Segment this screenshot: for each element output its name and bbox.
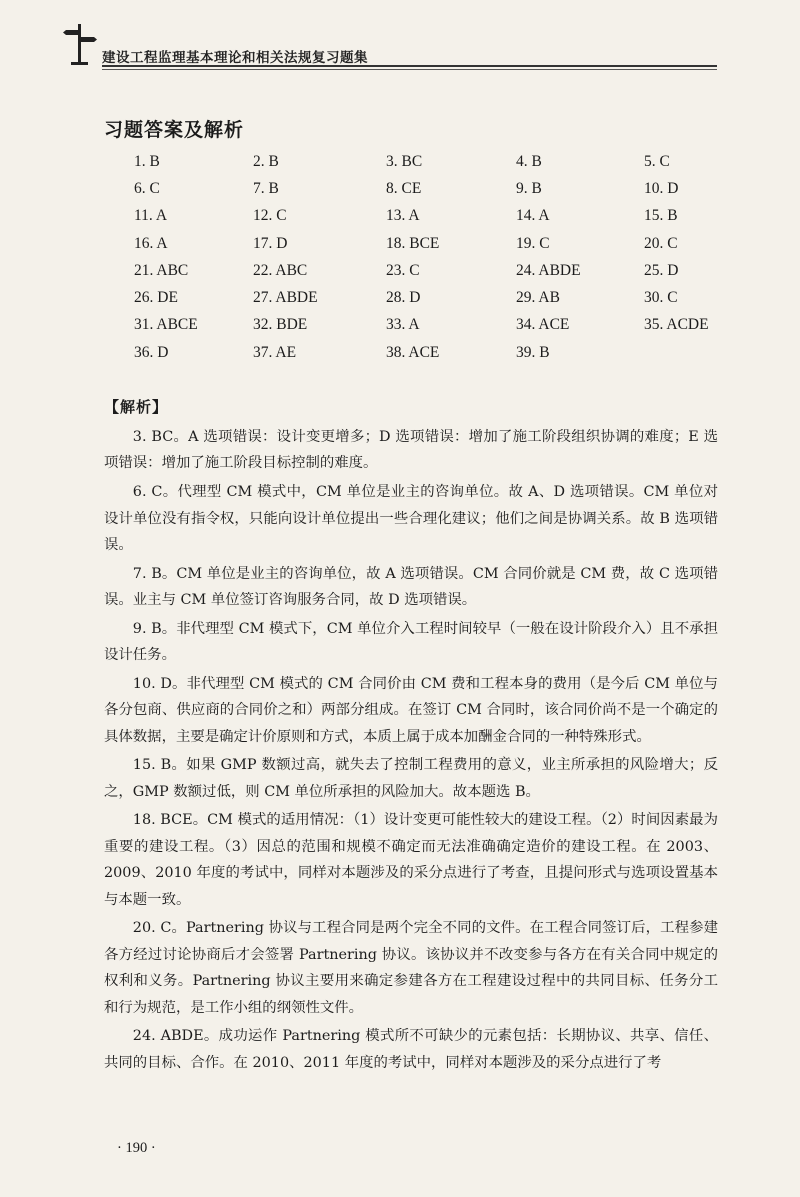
analysis-paragraph: 7. B。CM 单位是业主的咨询单位，故 A 选项错误。CM 合同价就是 CM 费，故 C 选项错误。业主与 CM 单位签订咨询服务合同，故 D 选项错误。 xyxy=(104,565,718,609)
answer-item: 3. BC xyxy=(386,152,423,170)
analysis-paragraph: 9. B。非代理型 CM 模式下，CM 单位介入工程时间较早（一般在设计阶段介入）且不承担设计任务。 xyxy=(104,620,718,664)
answer-item: 2. B xyxy=(253,152,279,170)
answer-item: 18. BCE xyxy=(386,234,440,252)
answer-item: 4. B xyxy=(516,152,542,170)
answer-item: 31. ABCE xyxy=(134,316,198,334)
analysis-paragraph: 3. BC。A 选项错误：设计变更增多；D 选项错误：增加了施工阶段组织协调的难度；E 选项错误：增加了施工阶段目标控制的难度。 xyxy=(104,429,718,472)
answer-item: 24. ABDE xyxy=(516,261,581,279)
section-title: 习题答案及解析 xyxy=(104,119,245,141)
answer-item: 19. C xyxy=(516,234,550,252)
analysis-paragraph: 6. C。代理型 CM 模式中，CM 单位是业主的咨询单位。故 A、D 选项错误。CM 单位对设计单位没有指令权，只能向设计单位提出一些合理化建议；他们之间是协调关系。故 B 选项错误。 xyxy=(104,484,718,553)
answer-item: 33. A xyxy=(386,316,420,334)
answer-item: 8. CE xyxy=(386,179,422,197)
answer-item: 26. DE xyxy=(134,289,178,307)
answer-item: 21. ABC xyxy=(134,261,189,279)
header-title: 建设工程监理基本理论和相关法规复习题集 xyxy=(102,50,368,66)
answer-item: 29. AB xyxy=(516,289,560,307)
analysis-body xyxy=(104,424,718,1078)
answer-item: 11. A xyxy=(134,207,168,225)
answer-item: 34. ACE xyxy=(516,316,570,334)
answer-item: 6. C xyxy=(134,179,160,197)
answer-item: 38. ACE xyxy=(386,343,440,361)
answer-item: 15. B xyxy=(644,207,678,225)
answer-item: 7. B xyxy=(253,179,279,197)
answer-item: 35. ACDE xyxy=(644,316,709,334)
answer-item: 25. D xyxy=(644,261,679,279)
answer-item: 20. C xyxy=(644,234,678,252)
analysis-paragraph: 24. ABDE。成功运作 Partnering 模式所不可缺少的元素包括：长期协议、共享、信任、共同的目标、合作。在 2010、2011 年度的考试中，同样对本题涉及的采分点进行了考 xyxy=(104,1028,718,1071)
answer-grid xyxy=(134,148,724,366)
answer-item: 32. BDE xyxy=(253,316,308,334)
answer-item: 13. A xyxy=(386,207,420,225)
analysis-heading: 【解析】 xyxy=(104,398,169,416)
analysis-paragraph: 20. C。Partnering 协议与工程合同是两个完全不同的文件。在工程合同签订后，工程参建各方经过讨论协商后才会签署 Partnering 协议。该协议并不改变参与各方在有关合同中规定的权利和义务。Partnering 协议主要用来确定参建各方在工程建设过程中的共同目标、任务分工和行为规范，是工作小组的纲领性文件。 xyxy=(104,920,718,1016)
header-rule xyxy=(102,65,717,67)
header-rule-thin xyxy=(102,69,717,70)
running-header xyxy=(60,18,720,70)
signpost-logo-icon xyxy=(62,22,98,66)
answer-item: 30. C xyxy=(644,289,678,307)
answer-item: 17. D xyxy=(253,234,288,252)
answer-item: 37. AE xyxy=(253,343,297,361)
answer-item: 39. B xyxy=(516,343,550,361)
answer-item: 9. B xyxy=(516,179,542,197)
answer-item: 14. A xyxy=(516,207,550,225)
answer-item: 1. B xyxy=(134,152,160,170)
answer-item: 10. D xyxy=(644,179,679,197)
answer-item: 22. ABC xyxy=(253,261,308,279)
answer-item: 23. C xyxy=(386,261,420,279)
analysis-paragraph: 18. BCE。CM 模式的适用情况：（1）设计变更可能性较大的建设工程。（2）时间因素最为重要的建设工程。（3）因总的范围和规模不确定而无法准确确定造价的建设工程。在 2003、2009、2010 年度的考试中，同样对本题涉及的采分点进行了考查，且提问形式与选项设置基本与本题一致。 xyxy=(104,812,718,908)
analysis-paragraph: 10. D。非代理型 CM 模式的 CM 合同价由 CM 费和工程本身的费用（是今后 CM 单位与各分包商、供应商的合同价之和）两部分组成。在签订 CM 合同时，该合同价尚不是一个确定的具体数据，主要是确定计价原则和方式，本质上属于成本加酬金合同的一种特殊形式。 xyxy=(104,675,718,745)
answer-item: 27. ABDE xyxy=(253,289,318,307)
answer-item: 12. C xyxy=(253,207,287,225)
analysis-paragraph: 15. B。如果 GMP 数额过高，就失去了控制工程费用的意义，业主所承担的风险增大；反之，GMP 数额过低，则 CM 单位所承担的风险加大。故本题选 B。 xyxy=(104,757,718,800)
answer-item: 16. A xyxy=(134,234,168,252)
page-number: · 190 · xyxy=(117,1140,156,1156)
answer-item: 28. D xyxy=(386,289,421,307)
answer-item: 36. D xyxy=(134,343,169,361)
answer-item: 5. C xyxy=(644,152,670,170)
